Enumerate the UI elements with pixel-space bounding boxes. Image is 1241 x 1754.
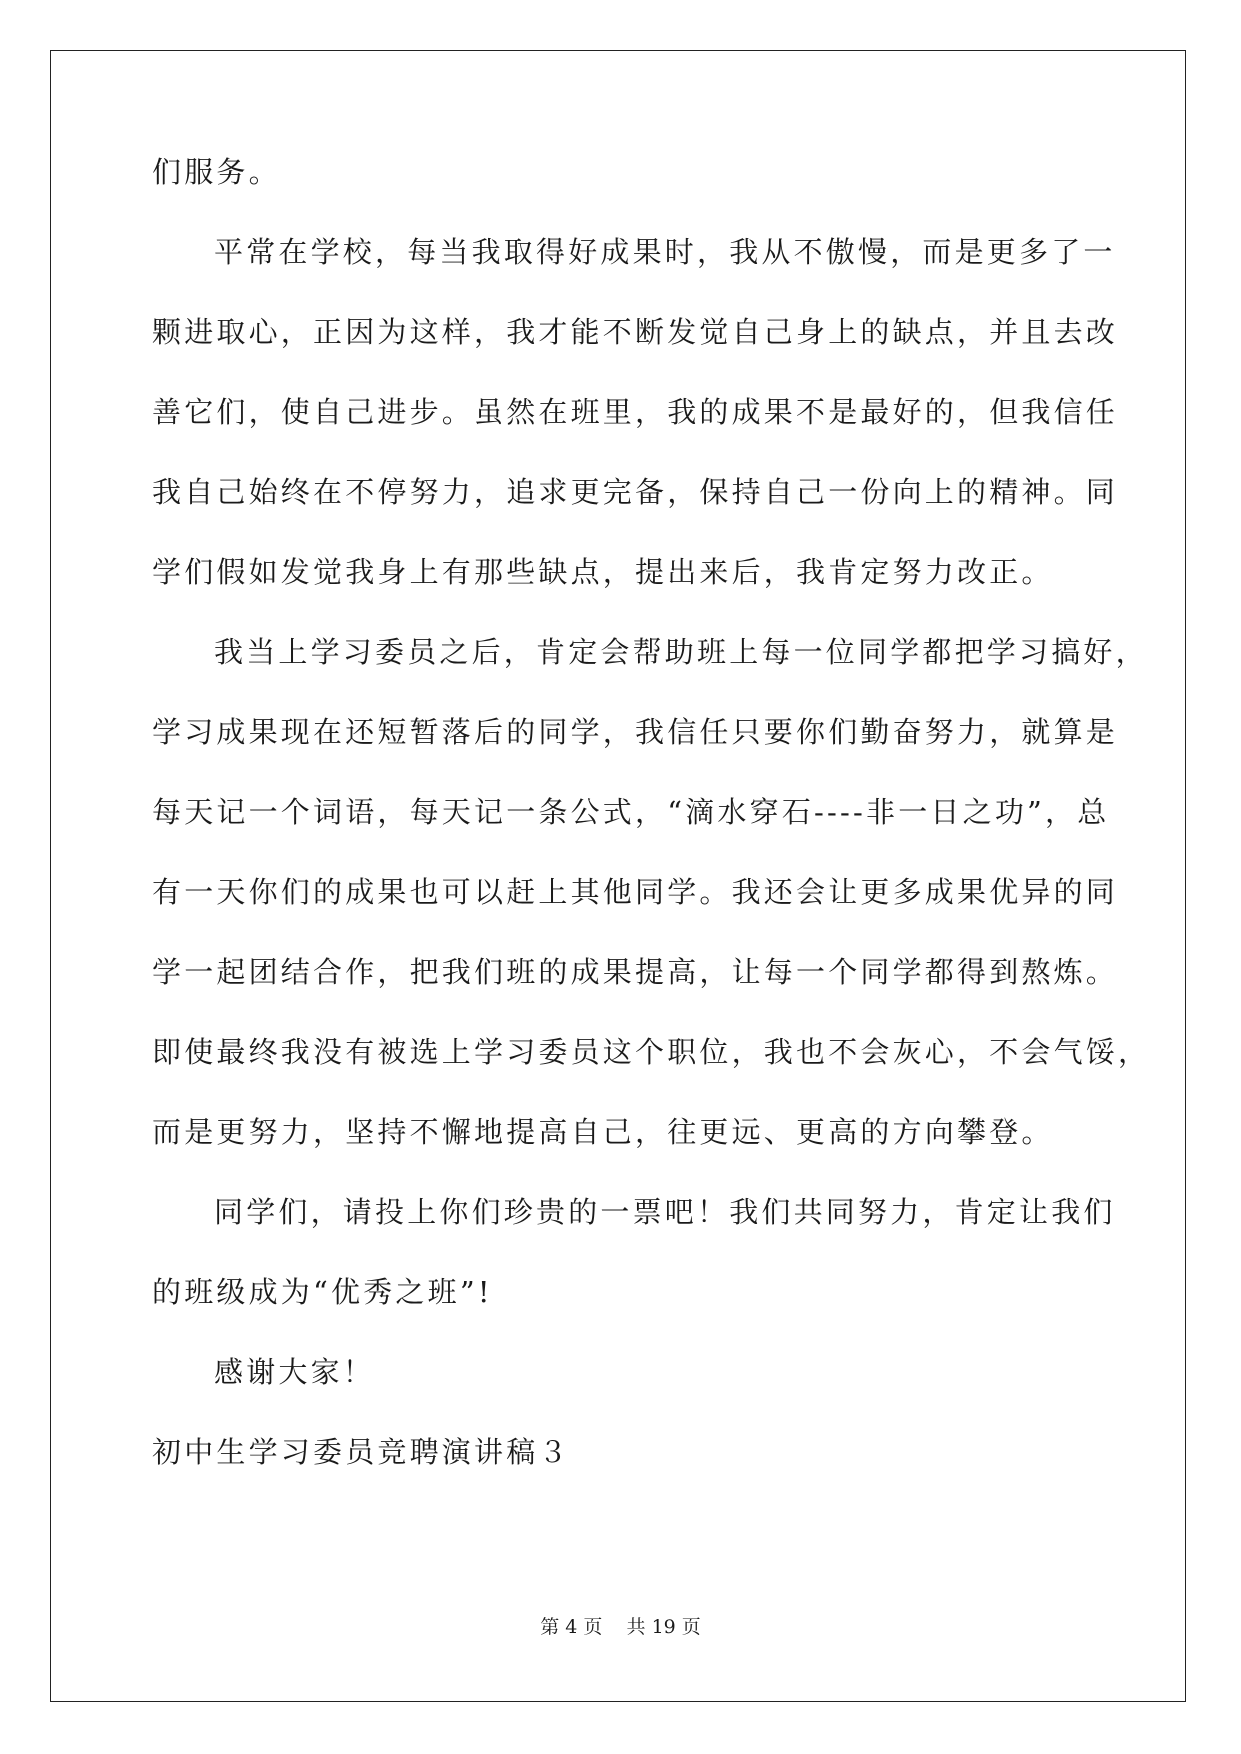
text-line-8: 学习成果现在还短暂落后的同学，我信任只要你们勤奋努力，就算是 xyxy=(152,715,1119,749)
text-line-11: 学一起团结合作，把我们班的成果提高，让每一个同学都得到熬炼。 xyxy=(152,955,1119,989)
text-line-5: 我自己始终在不停努力，追求更完备，保持自己一份向上的精神。同 xyxy=(152,475,1119,509)
text-line-3: 颗进取心，正因为这样，我才能不断发觉自己身上的缺点，并且去改 xyxy=(152,315,1119,349)
section-heading: 初中生学习委员竞聘演讲稿３ xyxy=(152,1435,571,1469)
text-line-10: 有一天你们的成果也可以赶上其他同学。我还会让更多成果优异的同 xyxy=(152,875,1119,909)
text-line-4: 善它们，使自己进步。虽然在班里，我的成果不是最好的，但我信任 xyxy=(152,395,1119,429)
text-line-6: 学们假如发觉我身上有那些缺点，提出来后，我肯定努力改正。 xyxy=(152,555,1054,589)
text-line-12: 即使最终我没有被选上学习委员这个职位，我也不会灰心，不会气馁， xyxy=(152,1035,1151,1069)
closing-thanks: 感谢大家！ xyxy=(214,1355,376,1389)
paragraph-start-line-14: 同学们，请投上你们珍贵的一票吧！我们共同努力，肯定让我们 xyxy=(214,1195,1116,1229)
paragraph-start-line-7: 我当上学习委员之后，肯定会帮助班上每一位同学都把学习搞好， xyxy=(214,635,1148,669)
page-number-footer: 第 4 页 共 19 页 xyxy=(540,1616,701,1638)
paragraph-start-line-2: 平常在学校，每当我取得好成果时，我从不傲慢，而是更多了一 xyxy=(214,235,1116,269)
text-line-1: 们服务。 xyxy=(152,155,281,189)
text-line-9: 每天记一个词语，每天记一条公式，“滴水穿石----非一日之功”，总 xyxy=(152,795,1110,829)
text-line-15: 的班级成为“优秀之班”! xyxy=(152,1275,493,1309)
text-line-13: 而是更努力，坚持不懈地提高自己，往更远、更高的方向攀登。 xyxy=(152,1115,1054,1149)
